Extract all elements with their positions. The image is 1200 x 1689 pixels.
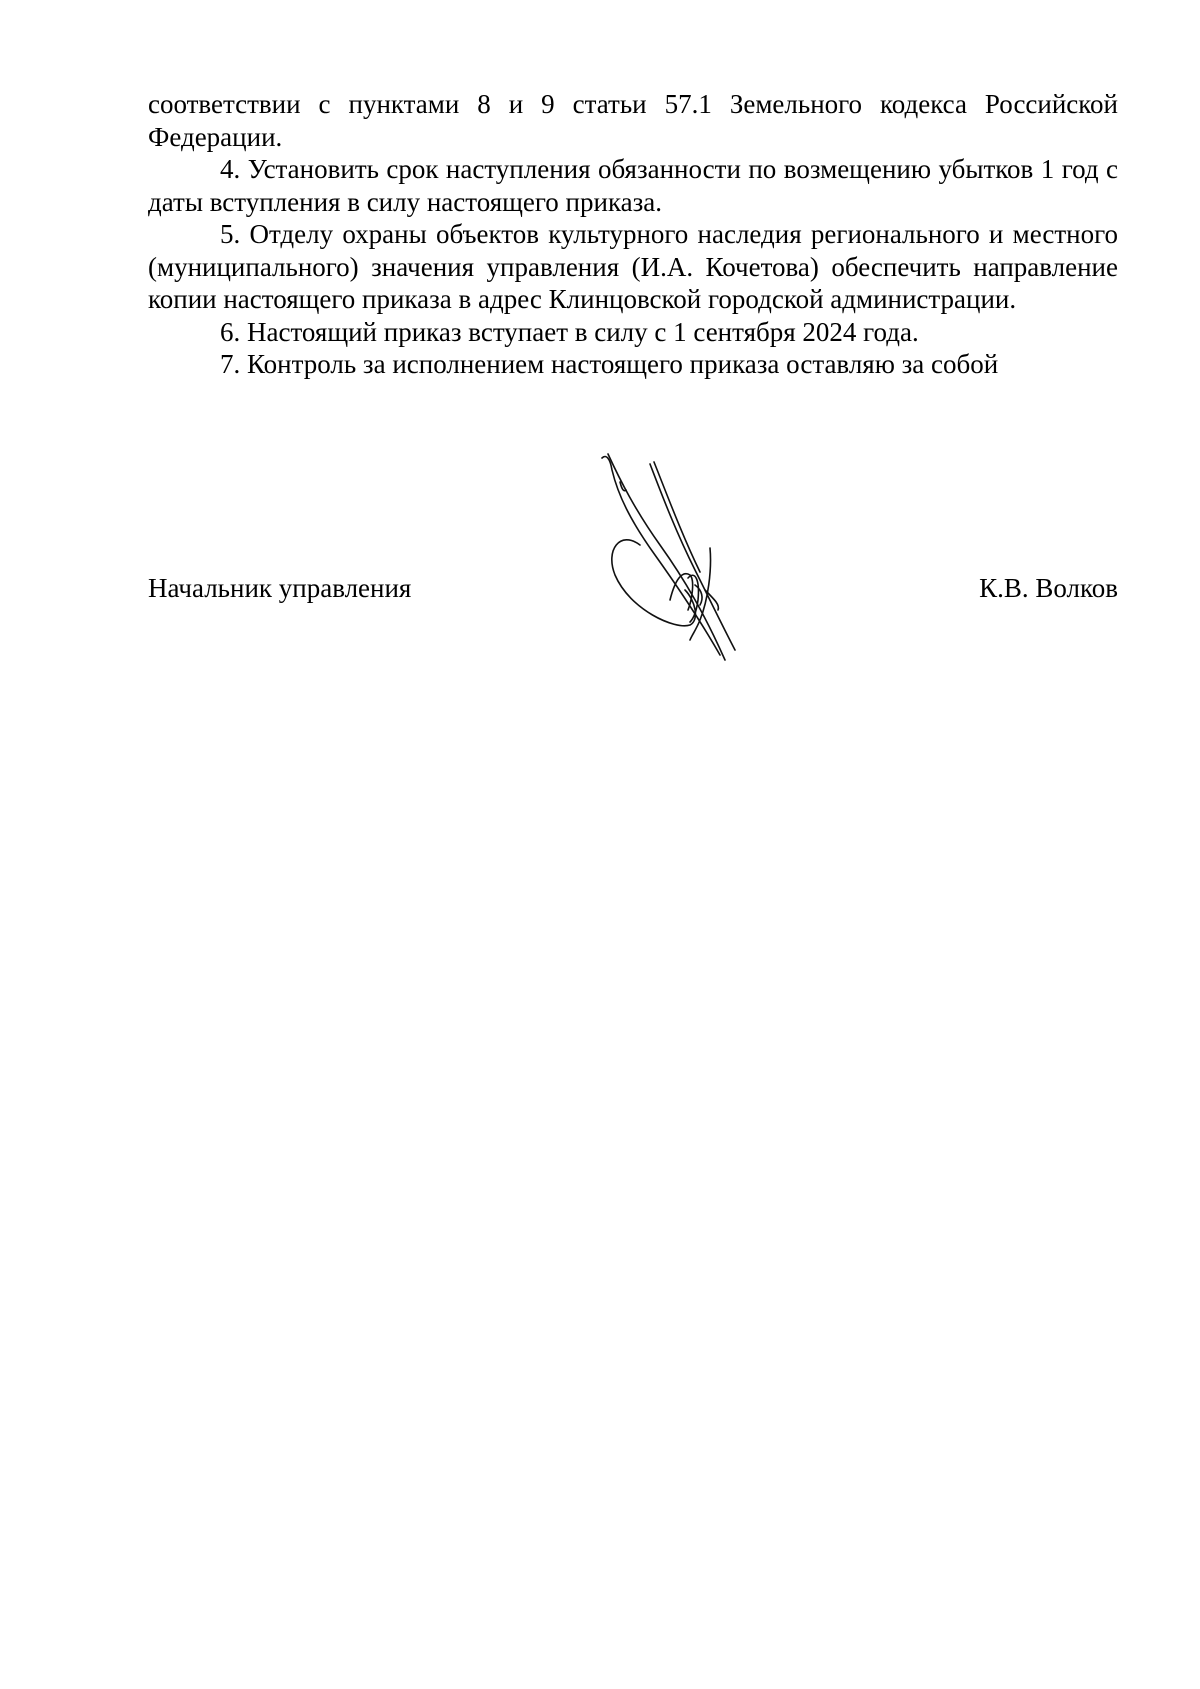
paragraph-continuation: соответствии с пунктами 8 и 9 статьи 57.1 Земельного кодекса Российской Федерации. <box>148 89 1118 152</box>
paragraph-item-4: 4. Установить срок наступления обязанности по возмещению убытков 1 год с даты вступления в силу настоящего приказа. <box>148 154 1118 217</box>
handwritten-signature-icon <box>600 450 780 680</box>
signature-block <box>148 572 1118 612</box>
signatory-name: К.В. Волков <box>979 573 1118 603</box>
paragraph-item-6: 6. Настоящий приказ вступает в силу с 1 сентября 2024 года. <box>220 316 919 347</box>
paragraph-item-5: 5. Отделу охраны объектов культурного наследия регионального и местного (муниципального) значения управления (И.А. Кочетова) обеспечить направление копии настоящего приказа в адрес Клинцовской городской администрации. <box>148 219 1118 314</box>
signatory-title: Начальник управления <box>148 573 412 603</box>
paragraph-item-7: 7. Контроль за исполнением настоящего приказа оставляю за собой <box>220 349 999 379</box>
document-body <box>148 88 1118 381</box>
